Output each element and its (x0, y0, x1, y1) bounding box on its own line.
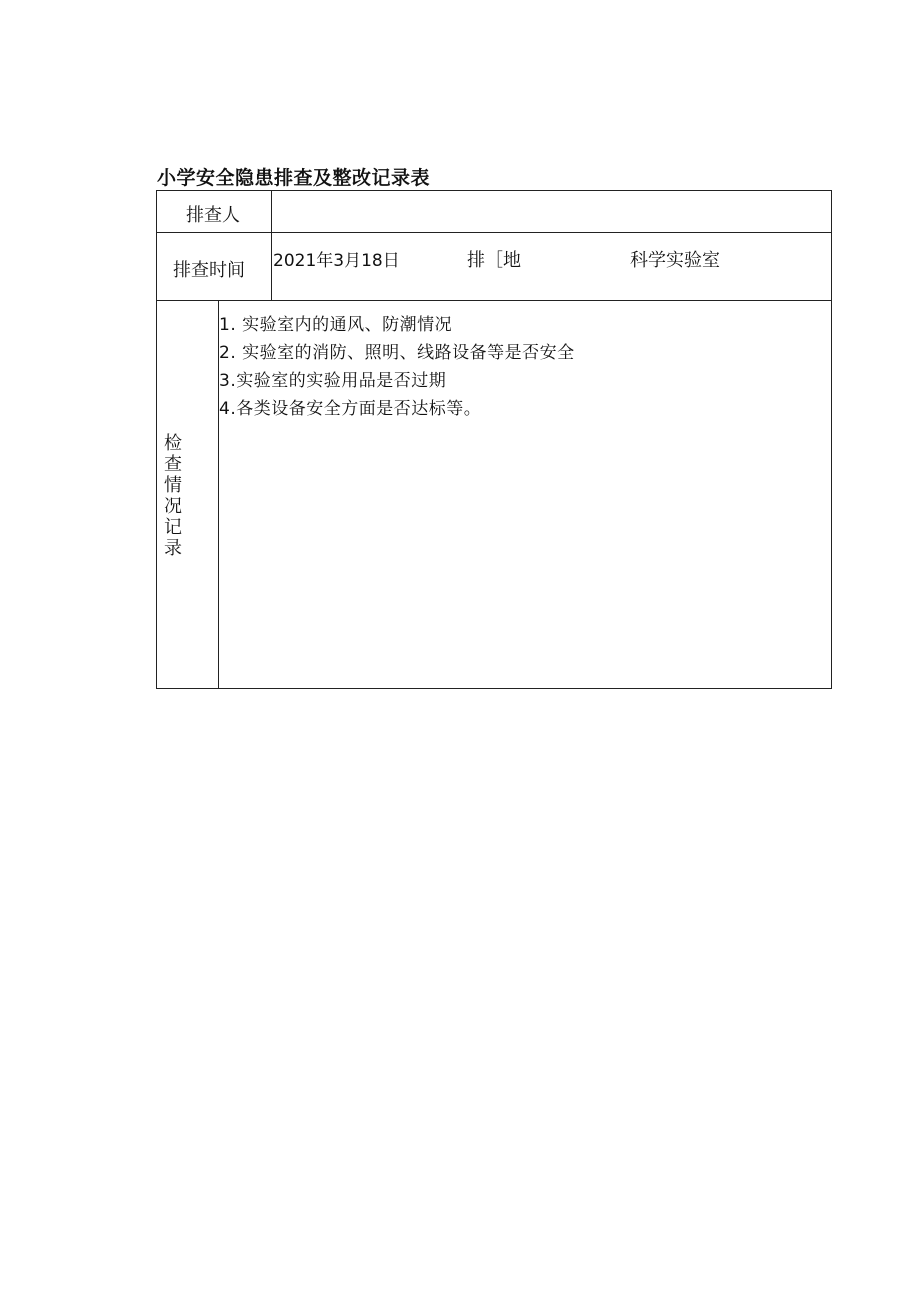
list-item: 1. 实验室内的通风、防潮情况 (219, 315, 453, 335)
table-row-divider (157, 300, 831, 301)
list-item: 4.各类设备安全方面是否达标等。 (219, 399, 482, 419)
record-label-char: 情 (164, 475, 182, 496)
record-label-char: 查 (164, 454, 182, 475)
list-item: 2. 实验室的消防、照明、线路设备等是否安全 (219, 343, 575, 363)
record-label-char: 记 (164, 517, 182, 538)
page-title: 小学安全隐患排查及整改记录表 (157, 167, 431, 189)
record-label (161, 433, 185, 559)
record-label-char: 检 (164, 433, 182, 454)
location-value: 科学实验室 (630, 250, 720, 271)
inspection-record-table (156, 190, 832, 689)
table-column-divider (271, 191, 272, 300)
location-label: 排［地 (467, 250, 521, 271)
time-value: 2021年3月18日 (273, 251, 400, 271)
record-label-char: 况 (164, 496, 182, 517)
record-label-char: 录 (164, 538, 182, 559)
inspector-label: 排查人 (186, 205, 240, 226)
list-item: 3.实验室的实验用品是否过期 (219, 371, 447, 391)
time-label: 排查时间 (173, 260, 245, 281)
inspection-items-list (219, 311, 575, 423)
table-row-divider (157, 232, 831, 233)
